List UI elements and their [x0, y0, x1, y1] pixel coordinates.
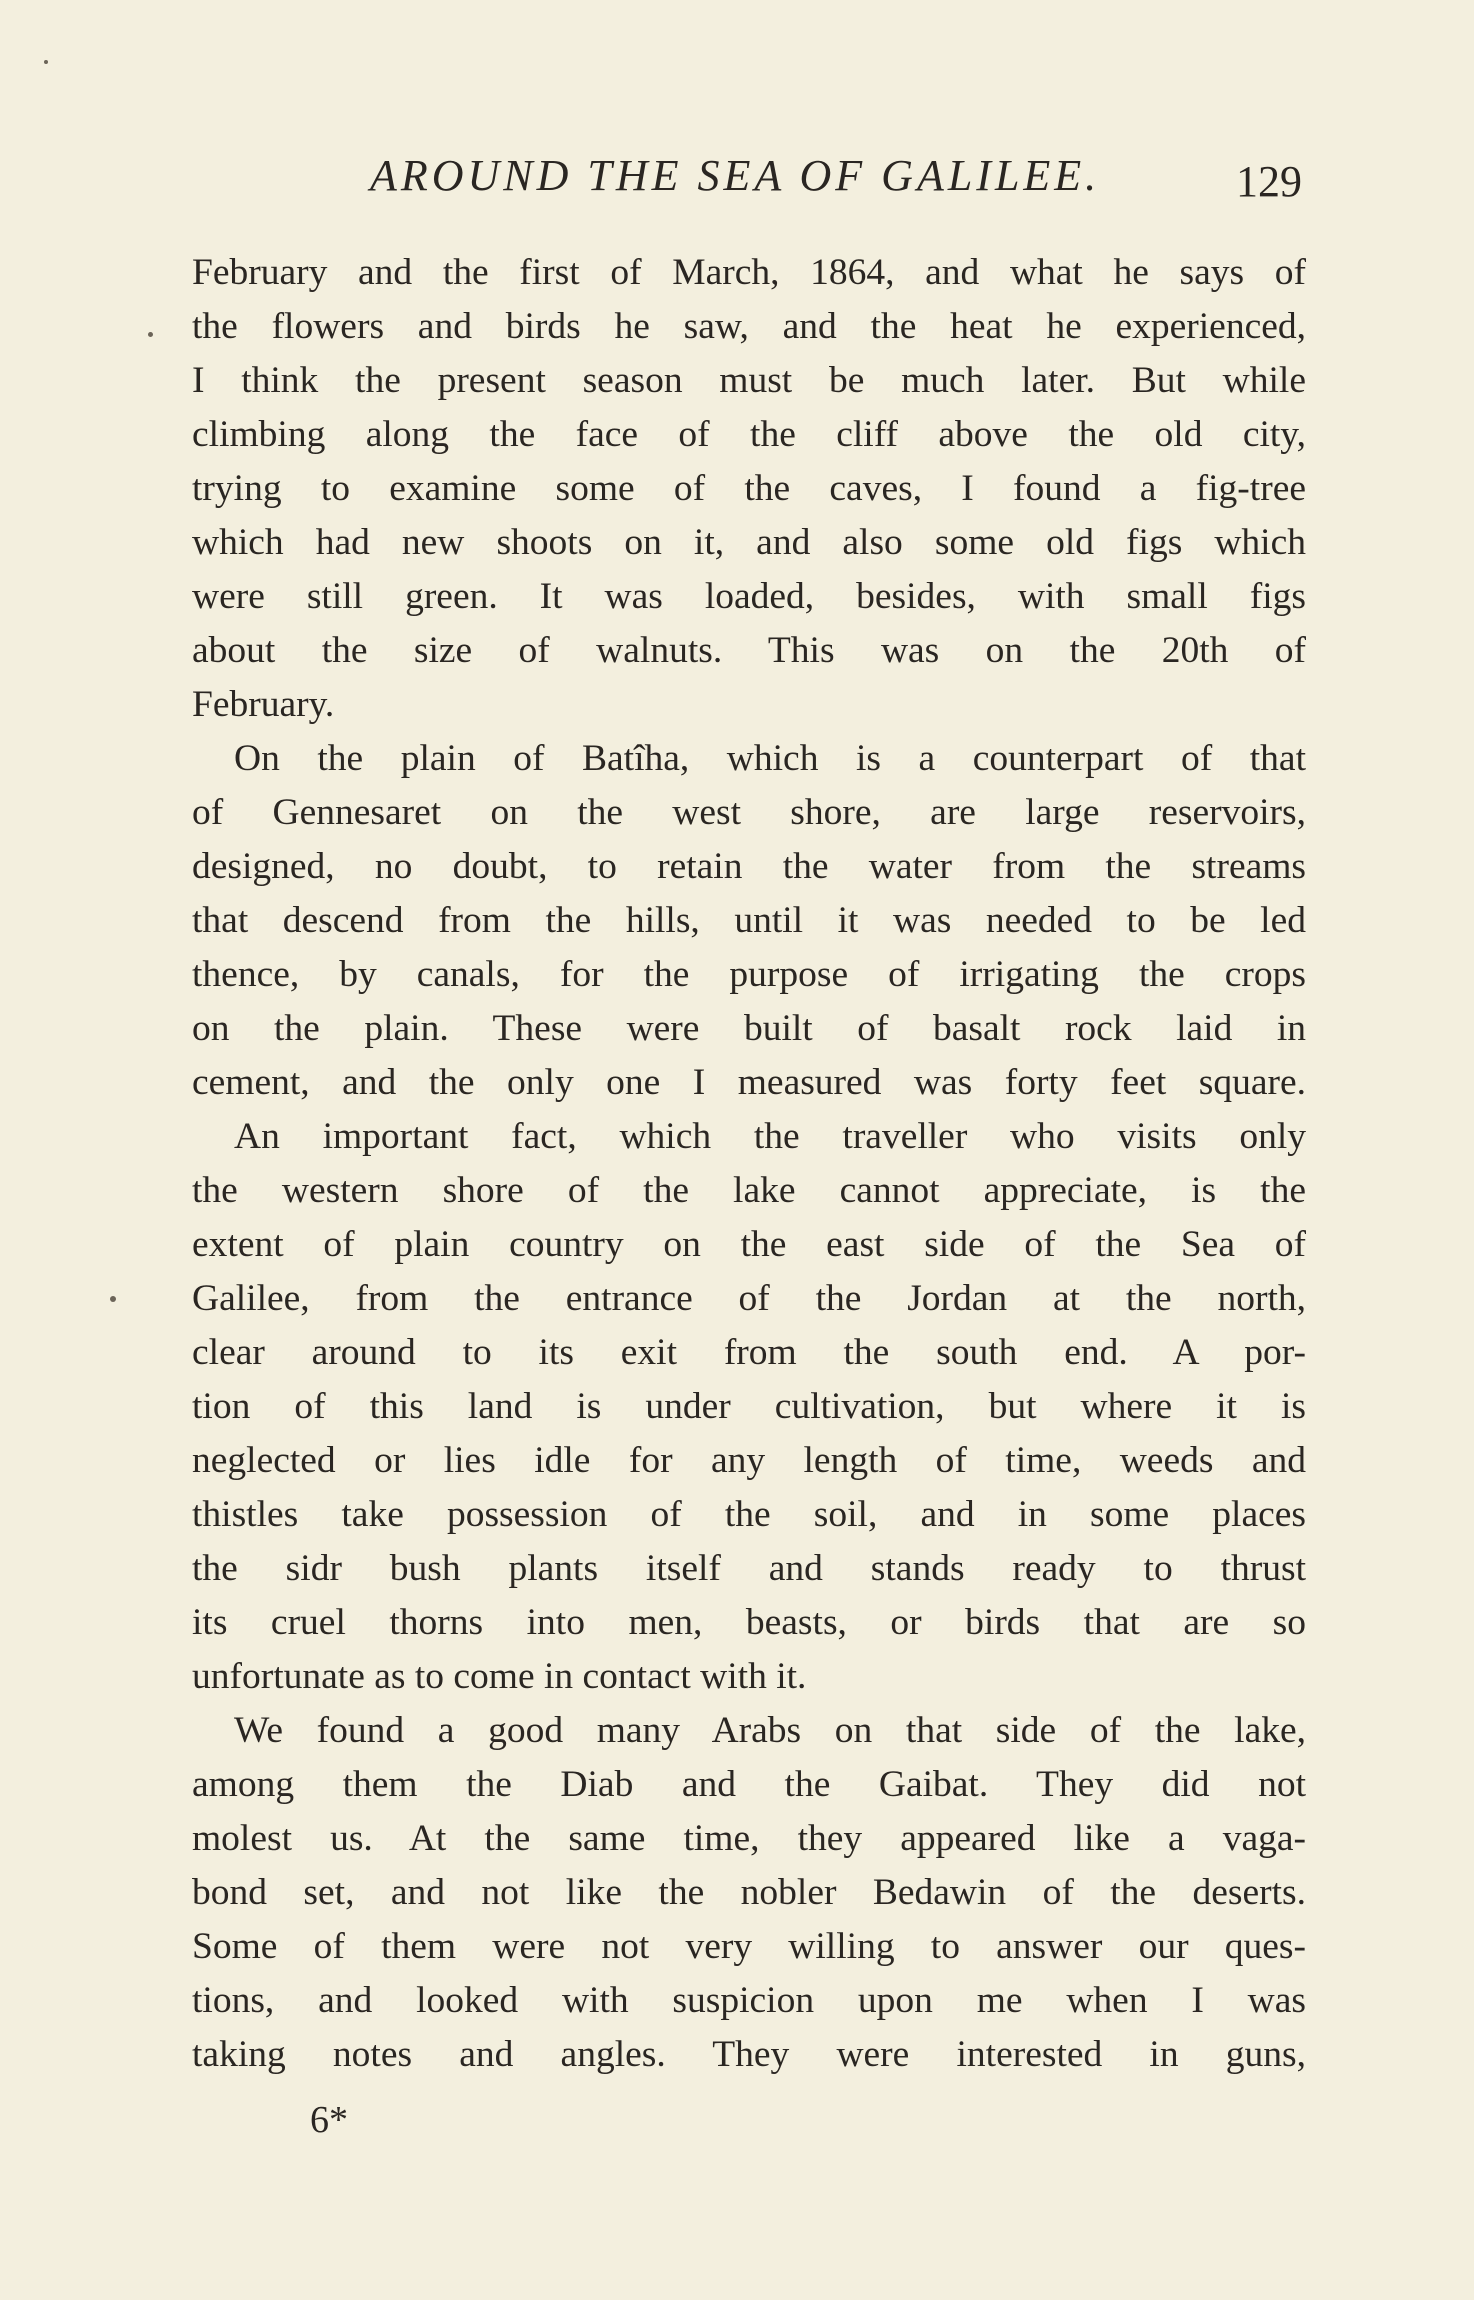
text-line: the sidr bush plants itself and stands ready to thrust	[192, 1548, 1306, 1589]
print-speck	[148, 332, 153, 337]
text-line: February.	[192, 684, 335, 725]
text-line: tions, and looked with suspicion upon me when I was	[192, 1980, 1306, 2021]
text-line: unfortunate as to come in contact with it.	[192, 1656, 807, 1697]
text-line: designed, no doubt, to retain the water from the streams	[192, 846, 1306, 887]
text-line: taking notes and angles. They were interested in guns,	[192, 2034, 1306, 2075]
text-line: the western shore of the lake cannot appreciate, is the	[192, 1170, 1306, 1211]
text-line: February and the first of March, 1864, and what he says of	[192, 252, 1306, 293]
text-line: climbing along the face of the cliff above the old city,	[192, 414, 1306, 455]
text-line: I think the present season must be much later. But while	[192, 360, 1306, 401]
text-line: on the plain. These were built of basalt rock laid in	[192, 1008, 1306, 1049]
text-line: cement, and the only one I measured was forty feet square.	[192, 1062, 1306, 1103]
print-speck	[44, 60, 48, 64]
print-speck	[110, 1296, 116, 1302]
text-line: Some of them were not very willing to answer our ques-	[192, 1926, 1306, 1967]
text-line: bond set, and not like the nobler Bedawin of the deserts.	[192, 1872, 1306, 1913]
text-line: molest us. At the same time, they appeared like a vaga-	[192, 1818, 1306, 1859]
text-line: tion of this land is under cultivation, but where it is	[192, 1386, 1306, 1427]
text-line: We found a good many Arabs on that side of the lake,	[234, 1710, 1306, 1751]
text-line: trying to examine some of the caves, I found a fig-tree	[192, 468, 1306, 509]
body-text	[192, 246, 1306, 2082]
text-line: about the size of walnuts. This was on the 20th of	[192, 630, 1306, 671]
text-line: extent of plain country on the east side of the Sea of	[192, 1224, 1306, 1265]
text-line: On the plain of Batîha, which is a counterpart of that	[234, 738, 1306, 779]
text-line: thence, by canals, for the purpose of irrigating the crops	[192, 954, 1306, 995]
text-line: Galilee, from the entrance of the Jordan at the north,	[192, 1278, 1306, 1319]
text-line: were still green. It was loaded, besides, with small figs	[192, 576, 1306, 617]
text-line: that descend from the hills, until it was needed to be led	[192, 900, 1306, 941]
text-line: among them the Diab and the Gaibat. They did not	[192, 1764, 1306, 1805]
text-line: clear around to its exit from the south end. A por-	[192, 1332, 1306, 1373]
text-line: neglected or lies idle for any length of time, weeds and	[192, 1440, 1306, 1481]
text-line: its cruel thorns into men, beasts, or birds that are so	[192, 1602, 1306, 1643]
text-line: of Gennesaret on the west shore, are large reservoirs,	[192, 792, 1306, 833]
text-line: thistles take possession of the soil, and in some places	[192, 1494, 1306, 1535]
text-line: the flowers and birds he saw, and the heat he experienced,	[192, 306, 1306, 347]
text-line: which had new shoots on it, and also some old figs which	[192, 522, 1306, 563]
page-number: 129	[1236, 157, 1302, 206]
running-title: AROUND THE SEA OF GALILEE.	[370, 151, 1101, 200]
text-line: An important fact, which the traveller who visits only	[234, 1116, 1306, 1157]
signature-mark: 6*	[310, 2099, 348, 2141]
